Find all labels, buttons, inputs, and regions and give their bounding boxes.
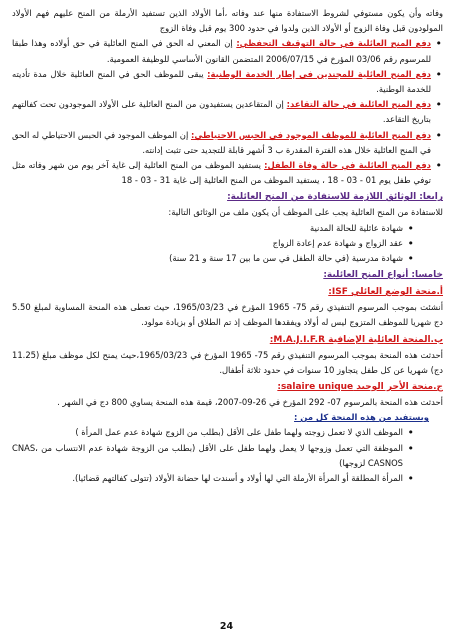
bullet-text: إن الموظف الموجود في الحبس الاحتياطي له الحق في المنح العائلية خلال هذه الفترة المقدرة ب 3 أشهر قابلة للتجديد حتى تثبت إدانته. — [12, 129, 431, 155]
intro-paragraph: وفاته وأن يكون مستوفي لشروط الاستفادة منها عند وفاته ،أما الأولاد الذين تستفيد الأرملة من المنح عليهم فهم الأولاد المولودون قبل وفاة الزوج أو الأولاد الذين ولدوا في حدود 300 يوم قبل وفاة الزوج — [12, 8, 443, 34]
bullet-title: دفع المنح العائلية في حالة وفاة الطفل: — [264, 160, 431, 171]
bullet-national-service — [12, 67, 443, 97]
subheading-majifr: ب.المنحة العائلية الإضافية M.A.J.I.F.R: — [269, 334, 443, 345]
bullet-title: دفع المنح العائلية للموظف الموجود في الحبس الاحتياطي: — [191, 129, 432, 140]
list-item: • الموظفة التي تعمل وزوجها لا يعمل ولهما طفل على الأقل (بطلب من الزوجة شهادة عدم الانتساب من CNAS، CASNOS لزوجها) — [12, 441, 415, 471]
bullet-provisional-suspension — [12, 36, 443, 66]
bullet-title: دفع المنح العائلية في حالة التقاعد: — [286, 99, 431, 110]
list-item: • المرأة المطلقة أو المرأة الأرملة التي لها أولاد و أسندت لها حضانة الأولاد (تتولى كفالتهم قضائيا). — [12, 471, 415, 486]
beneficiaries-heading: ويستفيد من هذه المنحة كل من : — [294, 412, 429, 423]
bullet-text: يستفيد الموظف من المنح العائلية إلى غاية آخر يوم من شهر وفاته مثل توفي طفل يوم 01 - 03 - 18 ، يستفيد الموظف من المنح العائلية إلى غاية 31 - 03 - 18 — [12, 160, 431, 186]
bullet-title: دفع المنح العائلية في حالة التوقيف التحفظي: — [236, 38, 431, 49]
paragraph-majifr: أحدثت هذه المنحة بموجب المرسوم التنفيذي رقم 75- 1965 المؤرخ في 1965/03/23،حيث يمنح لكل موظف مبلغ (11.25 دج) شهريا عن كل طفل يتجاوز 10 سنوات في حدود ثلاثة أطفال. — [12, 349, 444, 375]
list-item: • الموظف الذي لا تعمل زوجته ولهما طفل على الأقل (بطلب من الزوج شهادة عدم عمل المرأة ) — [12, 425, 415, 440]
bullet-text: إن المتقاعدين يستفيدون من المنح العائلية على الأولاد الموجودون تحت كفالتهم بتاريخ التقاعد. — [12, 99, 431, 125]
list-item: • شهادة عائلية للحالة المدنية — [12, 221, 415, 236]
page-number: 24 — [219, 621, 234, 632]
bullet-detention — [12, 128, 443, 158]
bullet-child-death — [12, 158, 443, 188]
list-item: • عقد الزواج و شهادة عدم إعادة الزواج — [12, 236, 415, 251]
documents-list — [12, 221, 415, 267]
bullet-retirement — [12, 97, 443, 127]
paragraph-salaire-unique: أحدثت هذه المنحة بالمرسوم 07- 292 المؤرخ في 26-09-2007، قيمة هذه المنحة يساوي 800 دج في الشهر . — [57, 397, 443, 408]
beneficiaries-list — [12, 425, 415, 486]
section-heading-documents: رابعا: الوثائق اللازمة للاستفادة من المنح العائلية: — [227, 192, 443, 203]
bullet-text: يبقى للموظف الحق في المنح العائلية خلال مدة تأديته للخدمة الوطنية. — [12, 68, 431, 95]
subheading-salaire-unique: ج.منحة الأجر الوحيد salaire unique: — [277, 382, 443, 393]
list-item: • شهادة مدرسية (في حالة الطفل في سن ما بين 17 سنة و 21 سنة) — [12, 251, 415, 266]
bullet-title: دفع المنح العائلية للمجندين في إطار الخدمة الوطنية: — [207, 68, 431, 79]
subheading-isf: أ.منحة الوضع العائلي ISF: — [328, 287, 443, 298]
section-heading-grant-types: خامسا: أنواع المنح العائلية: — [323, 270, 443, 281]
documents-intro: للاستفادة من المنح العائلية يجب على الموظف أن يكون ملف من الوثائق التالية: — [168, 207, 443, 218]
paragraph-isf: أنشئت بموجب المرسوم التنفيذي رقم 75- 1965 المؤرخ في 1965/03/23، حيث تعطى هذه المنحة المساوية لمبلغ 5.50 دج شهريا للموظف المتزوج ليس له أولاد ويفقدها الموظف إذ تم الطلاق أو بزيادة مولود. — [12, 302, 444, 328]
bullet-text: إن المعني له الحق في المنح العائلية في حق أولاده وهذا طبقا للمرسوم رقم 03/06 المؤرخ في 2006/07/15 المتضمن القانون الأساسي للوظيفة العمومية. — [12, 38, 431, 64]
